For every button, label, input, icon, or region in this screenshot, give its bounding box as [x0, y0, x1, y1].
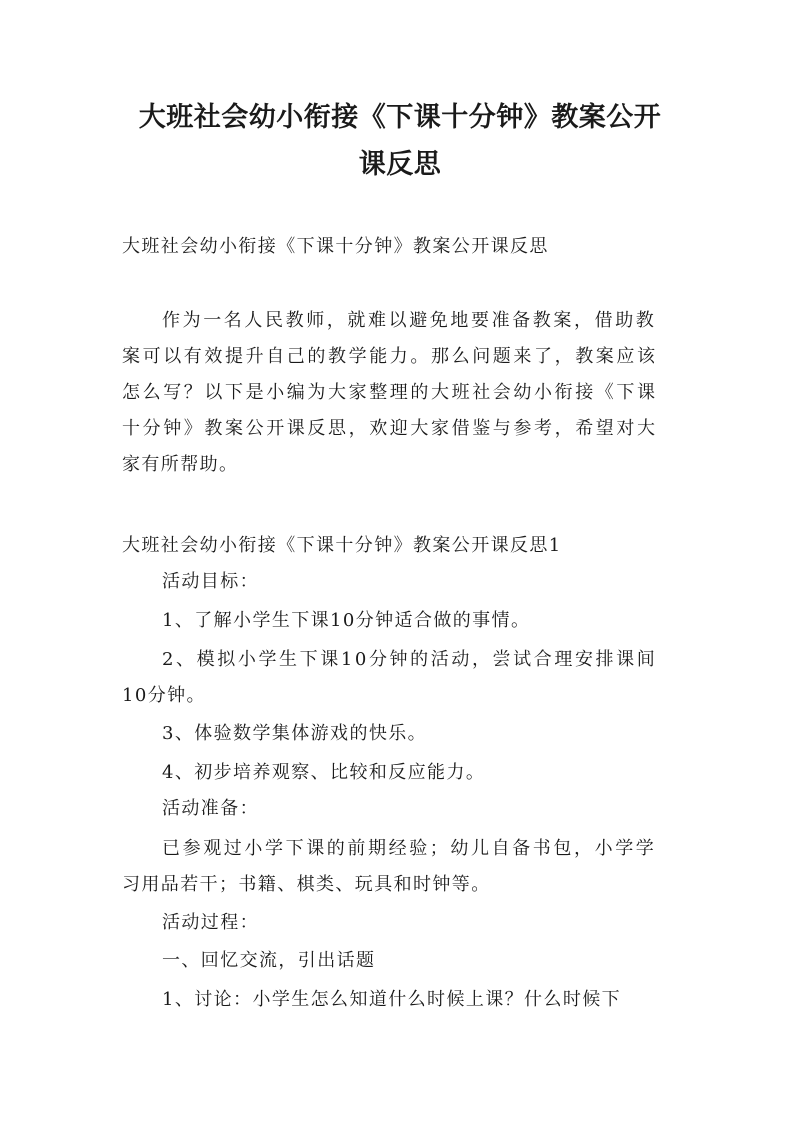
prep-label: 活动准备：: [162, 798, 259, 819]
goal-1: 1、了解小学生下课10分钟适合做的事情。: [162, 610, 531, 631]
section-1-heading: 大班社会幼小衔接《下课十分钟》教案公开课反思1: [122, 535, 562, 556]
process-label: 活动过程：: [162, 912, 259, 933]
intro-line-3: 怎么写？以下是小编为大家整理的大班社会幼小衔接《下课: [122, 382, 658, 403]
title-line-1: 大班社会幼小衔接《下课十分钟》教案公开: [138, 102, 662, 133]
goal-2-line-2: 10分钟。: [122, 685, 206, 706]
prep-line-2: 习用品若干；书籍、棋类、玩具和时钟等。: [122, 874, 491, 895]
goal-2-line-1: 2、模拟小学生下课10分钟的活动，尝试合理安排课间: [162, 649, 658, 670]
step-1-item-1: 1、讨论：小学生怎么知道什么时候上课？什么时候下: [162, 989, 622, 1010]
step-1-title: 一、回忆交流，引出话题: [162, 950, 376, 971]
prep-line-1: 已参观过小学下课的前期经验；幼儿自备书包，小学学: [162, 838, 657, 859]
intro-line-5: 家有所帮助。: [122, 454, 239, 475]
document-subtitle: 大班社会幼小衔接《下课十分钟》教案公开课反思: [122, 236, 549, 257]
goal-3: 3、体验数学集体游戏的快乐。: [162, 723, 428, 744]
document-title: [110, 94, 690, 188]
intro-line-4: 十分钟》教案公开课反思，欢迎大家借鉴与参考，希望对大: [122, 418, 658, 439]
goals-label: 活动目标：: [162, 571, 259, 592]
title-line-2: 课反思: [358, 149, 442, 180]
intro-line-1: 作为一名人民教师，就难以避免地要准备教案，借助教: [162, 310, 657, 331]
intro-line-2: 案可以有效提升自己的教学能力。那么问题来了，教案应该: [122, 346, 658, 367]
goal-4: 4、初步培养观察、比较和反应能力。: [162, 762, 486, 783]
